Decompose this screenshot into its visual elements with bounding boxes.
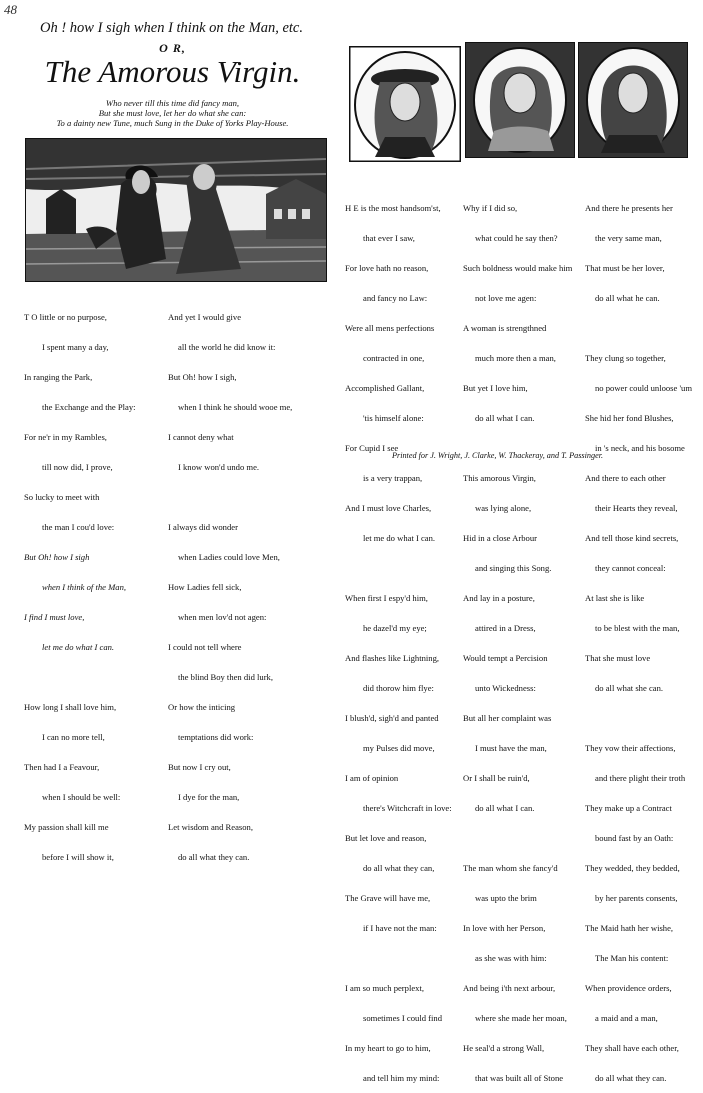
verse-line: Hid in a close Arbour — [463, 533, 537, 543]
verse-line: And flashes like Lightning, — [345, 653, 440, 663]
verse-line: She hid her fond Blushes, — [585, 413, 674, 423]
verse-line: The man whom she fancy'd — [463, 863, 558, 873]
subtitle-line: To a dainty new Tune, much Sung in the Duke of Yorks Play-House. — [56, 118, 289, 128]
verse-line: In ranging the Park, — [24, 372, 93, 382]
verse-line: that ever I saw, — [363, 233, 415, 243]
verse-line: For ne'r in my Rambles, — [24, 432, 107, 442]
subtitle — [0, 98, 345, 128]
verse-line: they cannot conceal: — [595, 563, 666, 573]
woodcut-couple-illustration — [25, 138, 327, 282]
verse-line: My passion shall kill me — [24, 822, 109, 832]
verse-line: when men lov'd not agen: — [178, 612, 267, 622]
verse-line: When first I espy'd him, — [345, 593, 428, 603]
verse-line: They vow their affections, — [585, 743, 676, 753]
verse-line: And yet I would give — [168, 312, 242, 322]
verse-line: And there he presents her — [585, 203, 673, 213]
verse-line: H E is the most handsom'st, — [345, 203, 441, 213]
portrait-woman — [465, 42, 575, 158]
verse-line: he dazel'd my eye; — [363, 623, 427, 633]
verse-line: and fancy no Law: — [363, 293, 428, 303]
verse-line: no power could unloose 'um — [595, 383, 693, 393]
verse-line: How Ladies fell sick, — [168, 582, 242, 592]
verse-line: At last she is like — [585, 593, 645, 603]
verse-line: Then had I a Feavour, — [24, 762, 100, 772]
verse-line: Were all mens perfections — [345, 323, 435, 333]
verse-line: unto Wickedness: — [475, 683, 536, 693]
verse-line: A woman is strengthned — [463, 323, 547, 333]
verse-line: But all her complaint was — [463, 713, 552, 723]
verse-line: In my heart to go to him, — [345, 1043, 431, 1053]
verse-line: And I must love Charles, — [345, 503, 432, 513]
verse-line: in 's neck, and his bosome — [595, 443, 685, 453]
verse-line: But Oh! how I sigh, — [168, 372, 237, 382]
verse-line: by her parents consents, — [595, 893, 678, 903]
verse-line: do all what they can. — [595, 1073, 667, 1083]
verse-line: contracted in one, — [363, 353, 425, 363]
verse-line: my Pulses did move, — [363, 743, 435, 753]
verse-line: do all what I can. — [475, 413, 535, 423]
verse-line: was upto the brim — [475, 893, 537, 903]
verse-line: The Grave will have me, — [345, 893, 431, 903]
verse-line: let me do what I can. — [363, 533, 436, 543]
portrait-man-with-hat — [349, 46, 461, 162]
verse-line: to be blest with the man, — [595, 623, 680, 633]
verse-line: and tell him my mind: — [363, 1073, 440, 1083]
verse-line: their Hearts they reveal, — [595, 503, 678, 513]
verse-line: So lucky to meet with — [24, 492, 100, 502]
verse-line: They clung so together, — [585, 353, 666, 363]
verse-line: I spent many a day, — [42, 342, 109, 352]
verse-line: I blush'd, sigh'd and panted — [345, 713, 439, 723]
verse-column-4 — [463, 183, 572, 1093]
verse-line: The Man his content: — [595, 953, 669, 963]
imprint: Printed for J. Wright, J. Clarke, W. Thackeray, and T. Passinger. — [392, 451, 604, 460]
verse-line: not love me agen: — [475, 293, 537, 303]
verse-line: the Exchange and the Play: — [42, 402, 136, 412]
verse-line: They wedded, they bedded, — [585, 863, 680, 873]
verse-line: But let love and reason, — [345, 833, 427, 843]
verse-line: till now did, I prove, — [42, 462, 113, 472]
verse-line: all the world he did know it: — [178, 342, 276, 352]
verse-line: where she made her moan, — [475, 1013, 567, 1023]
verse-line: as she was with him: — [475, 953, 547, 963]
verse-line — [463, 833, 572, 843]
verse-line: And tell those kind secrets, — [585, 533, 679, 543]
verse-line: when I should be well: — [42, 792, 121, 802]
verse-line: I dye for the man, — [178, 792, 240, 802]
subtitle-line: But she must love, let her do what she can: — [98, 108, 247, 118]
verse-line: I am of opinion — [345, 773, 399, 783]
verse-line: sometimes I could find — [363, 1013, 443, 1023]
verse-line: For Cupid I see — [345, 443, 399, 453]
verse-line: I must have the man, — [475, 743, 547, 753]
verse-line: They make up a Contract — [585, 803, 672, 813]
verse-line: do all what they can, — [363, 863, 435, 873]
verse-line: And being i'th next arbour, — [463, 983, 556, 993]
verse-line: did thorow him flye: — [363, 683, 434, 693]
verse-line — [585, 323, 692, 333]
verse-line: In love with her Person, — [463, 923, 546, 933]
verse-line — [345, 563, 452, 573]
verse-line: when I think he should wooe me, — [178, 402, 293, 412]
verse-line: what could he say then? — [475, 233, 558, 243]
verse-line: when Ladies could love Men, — [178, 552, 280, 562]
verse-line — [24, 672, 136, 682]
verse-line: that was built all of Stone — [475, 1073, 564, 1083]
verse-line: I always did wonder — [168, 522, 238, 532]
subtitle-line: Who never till this time did fancy man, — [105, 98, 240, 108]
verse-line: T O little or no purpose, — [24, 312, 107, 322]
verse-line: That she must love — [585, 653, 651, 663]
title-line-2: O R, — [159, 41, 186, 55]
verse-line: Or how the inticing — [168, 702, 236, 712]
verse-column-1 — [24, 292, 136, 872]
verse-line: a maid and a man, — [595, 1013, 658, 1023]
verse-line: Let wisdom and Reason, — [168, 822, 253, 832]
verse-line: And there to each other — [585, 473, 666, 483]
verse-line: He seal'd a strong Wall, — [463, 1043, 545, 1053]
verse-line: and there plight their troth — [595, 773, 686, 783]
verse-line: I could not tell where — [168, 642, 242, 652]
verse-line: let me do what I can. — [42, 642, 115, 652]
verse-line: when I think of the Man, — [42, 582, 127, 592]
page-number: 48 — [4, 2, 17, 17]
verse-line: When providence orders, — [585, 983, 672, 993]
verse-line: the blind Boy then did lurk, — [178, 672, 274, 682]
verse-line: before I will show it, — [42, 852, 114, 862]
verse-line: the very same man, — [595, 233, 662, 243]
verse-line: I know won'd undo me. — [178, 462, 260, 472]
verse-line: was lying alone, — [475, 503, 532, 513]
verse-line: I cannot deny what — [168, 432, 234, 442]
ballad-title: The Amorous Virgin. — [44, 54, 301, 89]
verse-line: and singing this Song. — [475, 563, 552, 573]
verse-line: Would tempt a Percision — [463, 653, 548, 663]
verse-line: They shall have each other, — [585, 1043, 679, 1053]
verse-column-2 — [168, 292, 292, 872]
verse-line — [168, 492, 292, 502]
verse-line: I can no more tell, — [42, 732, 105, 742]
verse-line: attired in a Dress, — [475, 623, 536, 633]
verse-line: do all what she can. — [595, 683, 664, 693]
verse-line: do all what I can. — [475, 803, 535, 813]
verse-line: But now I cry out, — [168, 762, 231, 772]
verse-line — [585, 713, 692, 723]
verse-line: Such boldness would make him — [463, 263, 573, 273]
verse-line: Or I shall be ruin'd, — [463, 773, 530, 783]
verse-line: I am so much perplext, — [345, 983, 424, 993]
verse-line: How long I shall love him, — [24, 702, 117, 712]
verse-line: the man I cou'd love: — [42, 522, 115, 532]
verse-line: That must be her lover, — [585, 263, 665, 273]
verse-line: much more then a man, — [475, 353, 556, 363]
verse-line: The Maid hath her wishe, — [585, 923, 674, 933]
verse-column-3 — [345, 183, 452, 1093]
verse-line: is a very trappan, — [363, 473, 423, 483]
verse-line: 'tis himself alone: — [363, 413, 424, 423]
verse-line: there's Witchcraft in love: — [363, 803, 452, 813]
verse-column-5 — [585, 183, 692, 1093]
verse-line: bound fast by an Oath: — [595, 833, 674, 843]
verse-line: temptations did work: — [178, 732, 254, 742]
verse-line: do all what they can. — [178, 852, 250, 862]
verse-line: For love hath no reason, — [345, 263, 429, 273]
verse-line: do all what he can. — [595, 293, 660, 303]
verse-line: Accomplished Gallant, — [345, 383, 425, 393]
title-line-1: Oh ! how I sigh when I think on the Man, etc. — [40, 20, 303, 36]
portrait-man-with-wig — [578, 42, 688, 158]
verse-line: Why if I did so, — [463, 203, 518, 213]
verse-line: I find I must love, — [24, 612, 85, 622]
verse-line: if I have not the man: — [363, 923, 437, 933]
verse-line: This amorous Virgin, — [463, 473, 536, 483]
verse-line: But Oh! how I sigh — [24, 552, 90, 562]
verse-line — [345, 953, 452, 963]
verse-line: But yet I love him, — [463, 383, 528, 393]
verse-line: And lay in a posture, — [463, 593, 535, 603]
